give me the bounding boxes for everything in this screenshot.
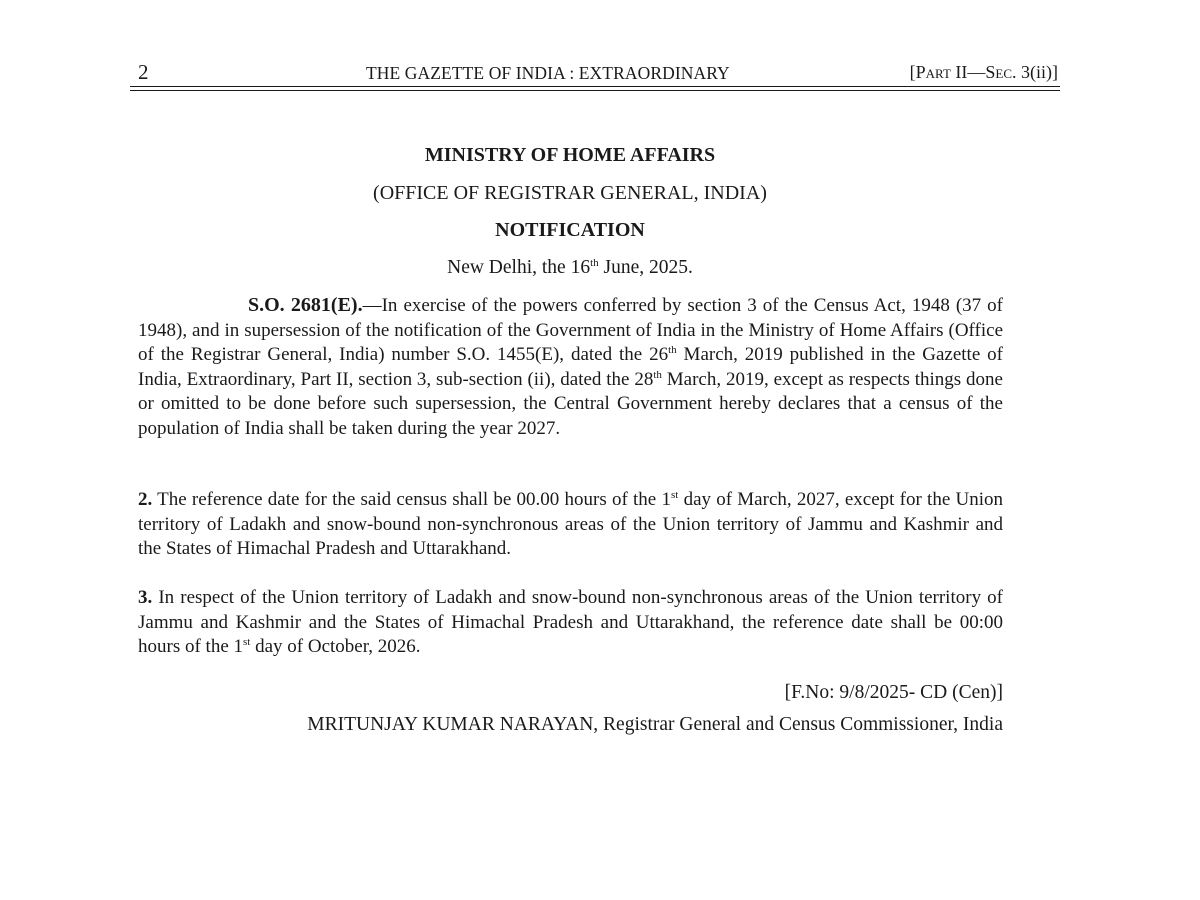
part-numeral: II— [950, 62, 986, 82]
running-header [130, 60, 1060, 86]
place-date-ordinal: th [590, 257, 599, 269]
paragraph-2-text-a: The reference date for the said census shall be 00.00 hours of the 1 [152, 489, 671, 510]
part-word: Part [915, 62, 951, 82]
notification-heading: NOTIFICATION [495, 219, 645, 241]
paragraph-3-text-b: day of October, 2026. [250, 636, 421, 658]
part-open-bracket: [ [909, 62, 916, 82]
part-section-reference [910, 62, 1058, 83]
so-number: S.O. 2681(E). [248, 294, 363, 316]
place-date-line [0, 257, 1140, 279]
paragraph-1-text-b: March, 2019 published in the Gazette of India, Extraordinary, Part II, section 3, sub-section (ii), dated the 28 [138, 344, 1003, 390]
paragraph-3-ordinal: st [243, 636, 251, 649]
header-rule-top [130, 86, 1060, 87]
paragraph-1-ordinal-b: th [653, 368, 662, 381]
section-number: . 3(ii)] [1012, 62, 1058, 82]
gazette-title: THE GAZETTE OF INDIA : EXTRAORDINARY [366, 63, 730, 83]
place-date-suffix: June, 2025. [598, 257, 693, 278]
ministry-heading: MINISTRY OF HOME AFFAIRS [424, 144, 716, 166]
paragraph-2-ordinal: st [670, 489, 679, 501]
paragraph-3 [138, 586, 1003, 660]
paragraph-1-text-c: March, 2019, except as respects things done or omitted to be done before such supersession, the Central Government hereby declares that a census of the population of India shall be taken during the year 2027. [138, 368, 1003, 439]
paragraph-1-ordinal-a: th [668, 344, 677, 357]
paragraph-3-number: 3. [138, 587, 153, 608]
paragraph-2-number: 2. [138, 489, 153, 510]
file-number: [F.No: 9/8/2025- CD (Cen)] [784, 682, 1003, 703]
signatory-line: MRITUNJAY KUMAR NARAYAN, Registrar General and Census Commissioner, India [307, 714, 1003, 735]
office-heading: (OFFICE OF REGISTRAR GENERAL, INDIA) [373, 182, 767, 204]
paragraph-1 [138, 293, 1003, 442]
place-date-prefix: New Delhi, the 16 [447, 257, 591, 278]
paragraph-1-text-a: —In exercise of the powers conferred by section 3 of the Census Act, 1948 (37 of 1948), and in supersession of the notification of the Government of India in the Ministry of Home Affairs (Office of the Registrar General, India) number S.O. 1455(E), dated the 26 [138, 295, 1004, 366]
section-word: Sec [985, 62, 1013, 82]
header-rule-bottom [130, 90, 1060, 91]
paragraph-3-text-a: In respect of the Union territory of Ladakh and snow-bound non-synchronous areas of the Union territory of Jammu and Kashmir and the States of Himachal Pradesh and Uttarakhand, the reference date shall be 00:00 hours of the 1 [138, 587, 1003, 658]
paragraph-2 [138, 488, 1003, 562]
paragraph-2-text-b: day of March, 2027, except for the Union territory of Ladakh and snow-bound non-synchronous areas of the Union territory of Jammu and Kashmir and the States of Himachal Pradesh and Uttarakhand. [138, 489, 1003, 560]
page-number: 2 [138, 60, 149, 84]
